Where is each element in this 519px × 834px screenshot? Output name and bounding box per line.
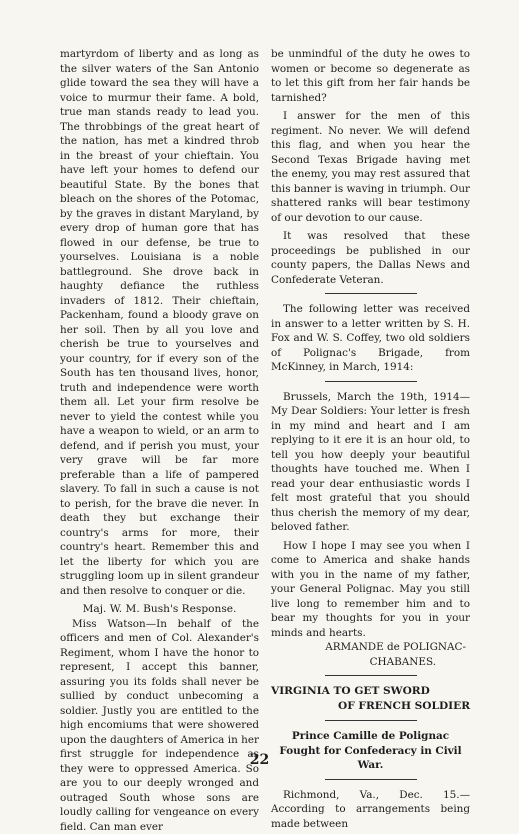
subheadline: Prince Camille de Polignac Fought for Confederacy in Civil War. (271, 729, 470, 773)
section-divider (325, 779, 417, 780)
paragraph-letter-intro: The following letter was received in answer to a letter written by S. H. Fox and W. S. Coffey, two old soldiers of Polignac's Brigade, from McKinney, in March, 1914: (271, 302, 470, 375)
signature-line-2: CHABANES. (271, 655, 470, 670)
paragraph-brussels-letter: Brussels, March the 19th, 1914—My Dear Soldiers: Your letter is fresh in my mind and heart and I am replying to it ere it is an hour old, to tell you how deeply your beautiful thoughts have touched me. When I read your dear enthusiastic words I felt most grateful that you should thus cherish the memory of my dear, beloved father. (271, 390, 470, 535)
section-divider (325, 293, 417, 294)
section-divider (325, 675, 417, 676)
paragraph-hope: How I hope I may see you when I come to America and shake hands with you in the name of my father, your General Polignac. May you still live long to remember him and to bear my thoughts for you in your minds and hearts. (271, 539, 470, 641)
paragraph-miss-watson: Miss Watson—In behalf of the officers and men of Col. Alexander's Regiment, whom I have the honor to represent, I accept this banner, assuring you its folds shall never be sullied by conduct unbecoming a soldier. Justly you are entitled to the high encomiums that were showered upon the daughters of America in her first struggle for independence as they were to oppressed America. So are you to our deeply wronged and outraged South whose sons are loudly calling for vengeance on every field. Can man ever (60, 617, 259, 834)
section-divider (325, 720, 417, 721)
left-column (60, 47, 259, 834)
section-divider (325, 381, 417, 382)
headline-line-2: OF FRENCH SOLDIER (271, 699, 470, 714)
paragraph-resolution: It was resolved that these proceedings be published in our county papers, the Dallas News and Confederate Veteran. (271, 229, 470, 287)
paragraph-richmond: Richmond, Va., Dec. 15.—According to arrangements being made between (271, 788, 470, 832)
headline-line-1: VIRGINIA TO GET SWORD (271, 684, 470, 699)
paragraph-regiment-answer: I answer for the men of this regiment. No never. We will defend this flag, and when you hear the Second Texas Brigade having met the enemy, you may rest assured that this banner is waving in triumph. Our shattered ranks will bear testimony of our devotion to our cause. (271, 109, 470, 225)
paragraph-martyrdom: martyrdom of liberty and as long as the silver waters of the San Antonio glide toward the sea they will have a voice to murmur their fame. A bold, true man stands ready to lead you. The throbbings of the great heart of the nation, has met a kindred throb in the breast of your chieftain. You have left your homes to defend our beautiful State. By the bones that bleach on the shores of the Potomac, by the graves in distant Maryland, by every drop of human gore that has flowed in our defense, be true to yourselves. Louisiana is a noble battleground. She drove back in haughty defiance the ruthless invaders of 1812. Their chieftain, Packenham, found a bloody grave on her soil. Then by all you love and cherish be true to yourselves and your country, for if every son of the South has ten thousand lives, honor, truth and independence were worth them all. Let your firm resolve be never to yield the contest while you have a weapon to wield, or an arm to defend, and if perish you must, your very grave will be far more preferable than a life of pampered slavery. To fall in such a cause is not to perish, for the brave die never. In death they but exchange their country's arms for more, their country's heart. Remember this and let the liberty for which you are struggling loom up in silent grandeur and then resolve to conquer or die. (60, 47, 259, 598)
right-column (271, 47, 470, 831)
page-number: 22 (0, 752, 519, 768)
paragraph-unmindful: be unmindful of the duty he owes to women or become so degenerate as to let this gift from her fair hands be tarnished? (271, 47, 470, 105)
signature-line-1: ARMANDE de POLIGNAC- (271, 640, 470, 655)
response-heading: Maj. W. M. Bush's Response. (60, 602, 259, 617)
